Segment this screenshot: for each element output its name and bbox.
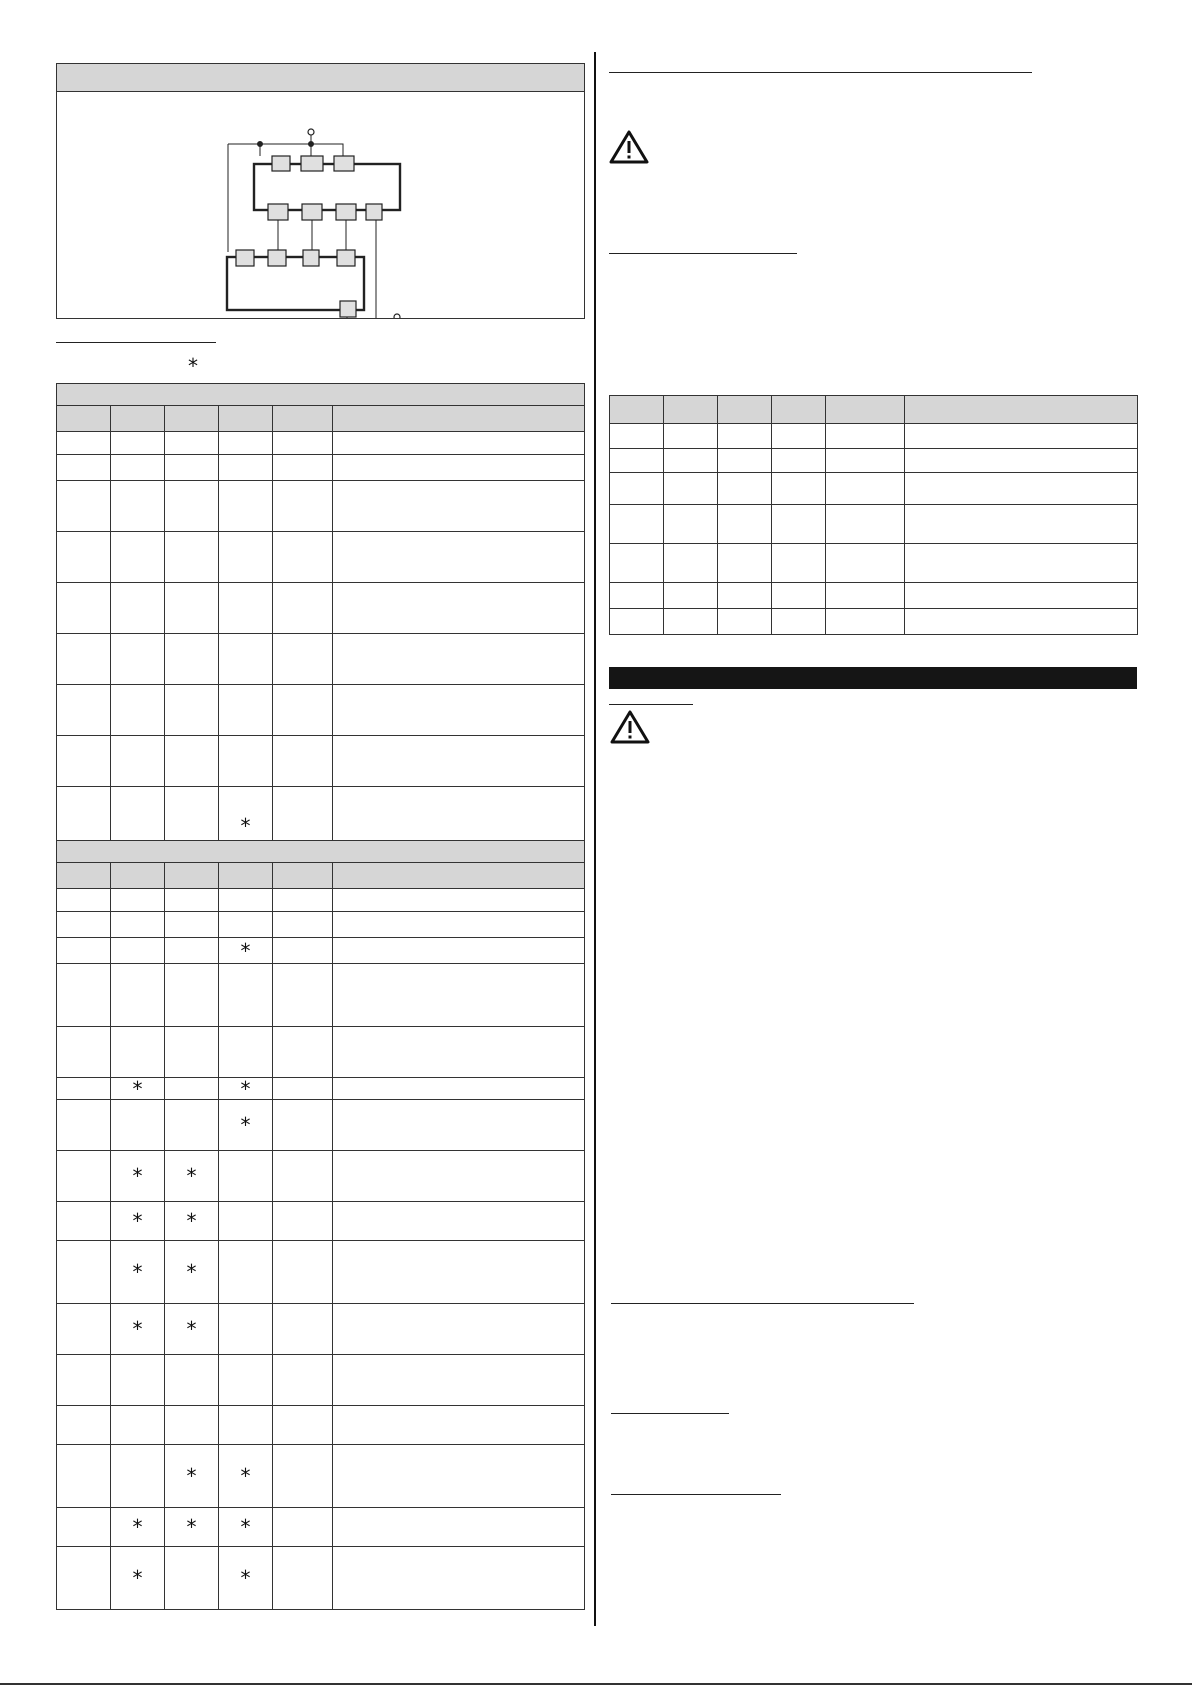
table-row (57, 532, 585, 583)
section-heading-underline (611, 1413, 729, 1414)
table-row (610, 449, 1138, 473)
table-row: * * (57, 1304, 585, 1355)
table-section-header (57, 841, 585, 863)
table-row (57, 1406, 585, 1445)
table-row (610, 505, 1138, 544)
table-row (57, 1027, 585, 1078)
table-row (57, 685, 585, 736)
table-row: * * * (57, 1508, 585, 1547)
section-heading-underline (609, 704, 693, 705)
section-title-bar (609, 667, 1137, 689)
table-row (57, 455, 585, 481)
table-header-row (610, 396, 1138, 424)
table-row (610, 473, 1138, 505)
table-row (57, 432, 585, 455)
settings-table (609, 395, 1138, 635)
table-row: * (57, 787, 585, 841)
table-row: * * (57, 1445, 585, 1508)
table-row (57, 964, 585, 1027)
table-row (57, 1355, 585, 1406)
table-row (610, 544, 1138, 583)
table-row (57, 583, 585, 634)
table-row (57, 481, 585, 532)
section-heading-underline (56, 342, 216, 343)
table-section-header (57, 384, 585, 406)
table-row (610, 424, 1138, 449)
section-heading-underline (609, 72, 1032, 73)
table-row (57, 736, 585, 787)
section-heading-underline (611, 1494, 781, 1495)
table-row (610, 583, 1138, 609)
table-row: * * (57, 1078, 585, 1100)
table-row (57, 889, 585, 912)
table-row: * * (57, 1547, 585, 1610)
table-row (610, 609, 1138, 635)
diagram-section (56, 63, 585, 319)
parameter-table (56, 383, 585, 1610)
table-header-row (57, 863, 585, 889)
table-row: * (57, 938, 585, 964)
warning-icon (610, 710, 650, 744)
diagram-header-bar (57, 64, 584, 92)
section-heading-underline (611, 1303, 914, 1304)
table-row (57, 912, 585, 938)
required-marker: * (188, 354, 198, 378)
section-heading-underline (609, 253, 797, 254)
table-row: * * (57, 1202, 585, 1241)
wiring-diagram (57, 92, 584, 318)
warning-icon (609, 130, 649, 164)
column-divider (594, 52, 596, 1626)
table-row: * * (57, 1151, 585, 1202)
table-row (57, 634, 585, 685)
table-row: * (57, 1100, 585, 1151)
table-row: * * (57, 1241, 585, 1304)
table-header-row (57, 406, 585, 432)
